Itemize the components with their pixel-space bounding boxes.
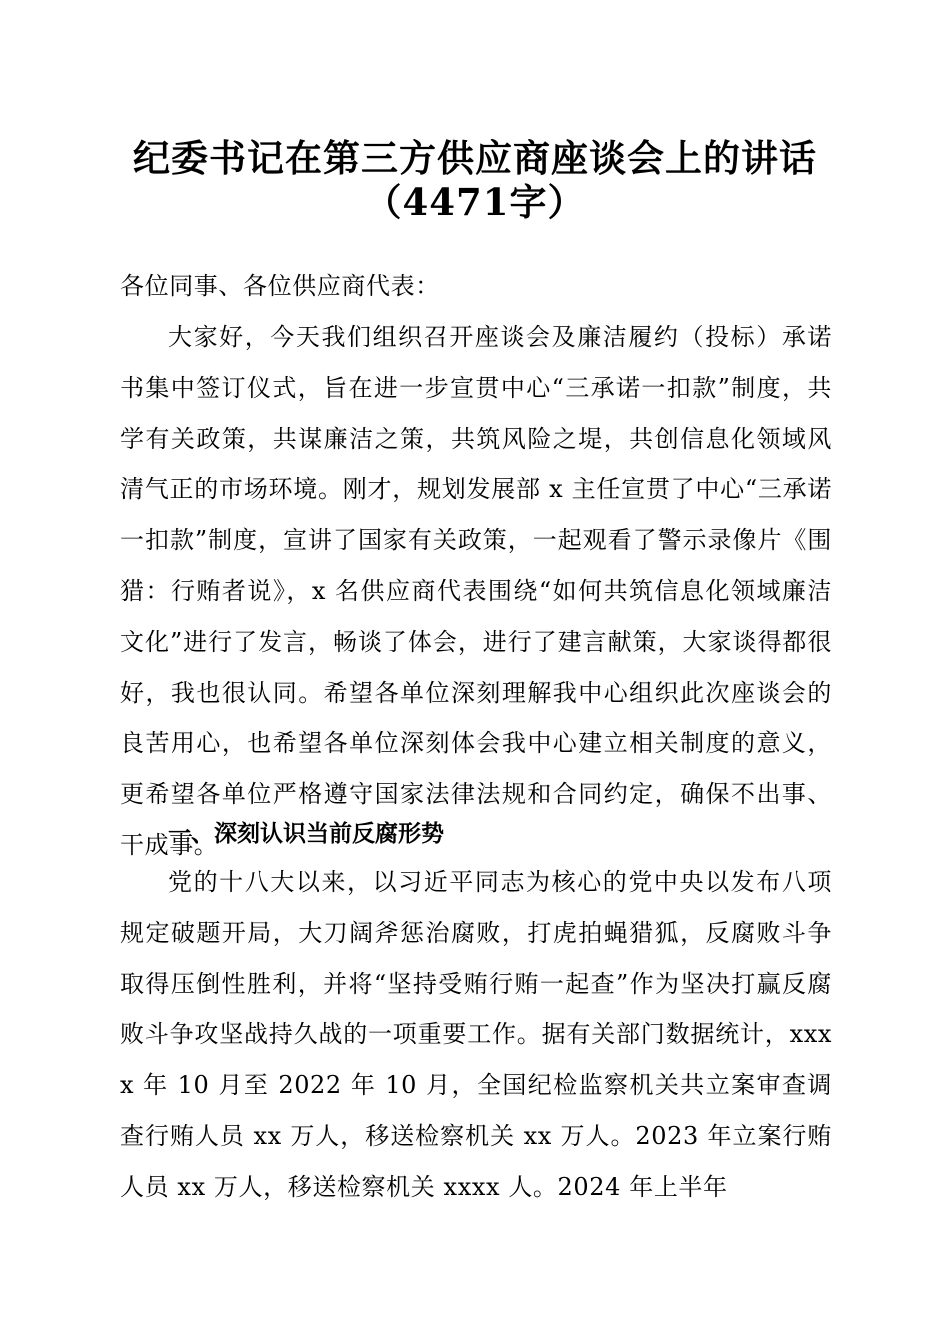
salutation: 各位同事、各位供应商代表： — [120, 272, 440, 300]
section-heading: 一、深刻认识当前反腐形势 — [168, 821, 444, 847]
paragraph-anticorruption-situation: 党的十八大以来，以习近平同志为核心的党中央以发布八项规定破题开局，大刀阔斧惩治腐败，打虎拍蝇猎狐，反腐败斗争取得压倒性胜利，并将“坚持受贿行贿一起查”作为坚决打赢反腐败斗争攻坚战持久战的一项重要工作。据有关部门数据统计，xxxx 年 10 月至 2022 年 10 月，全国纪检监察机关共立案审查调查行贿人员 xx 万人，移送检察机关 xx 万人。2023 年立案行贿人员 xx 万人，移送检察机关 xxxx 人。2024 年上半年 — [120, 868, 832, 1201]
document-word-count: （4471字） — [364, 180, 586, 224]
paragraph-opening: 大家好，今天我们组织召开座谈会及廉洁履约（投标）承诺书集中签订仪式，旨在进一步宣贯中心“三承诺一扣款”制度，共学有关政策，共谋廉洁之策，共筑风险之堤，共创信息化领域风清气正的市场环境。刚才，规划发展部 x 主任宣贯了中心“三承诺一扣款”制度，宣讲了国家有关政策，一起观看了警示录像片《围猎：行贿者说》，x 名供应商代表围绕“如何共筑信息化领域廉洁文化”进行了发言，畅谈了体会，进行了建言献策，大家谈得都很好，我也很认同。希望各单位深刻理解我中心组织此次座谈会的良苦用心，也希望各单位深刻体会我中心建立相关制度的意义，更希望各单位严格遵守国家法律法规和合同约定，确保不出事、干成事。 — [120, 323, 832, 859]
document-title: 纪委书记在第三方供应商座谈会上的讲话 — [133, 136, 817, 180]
